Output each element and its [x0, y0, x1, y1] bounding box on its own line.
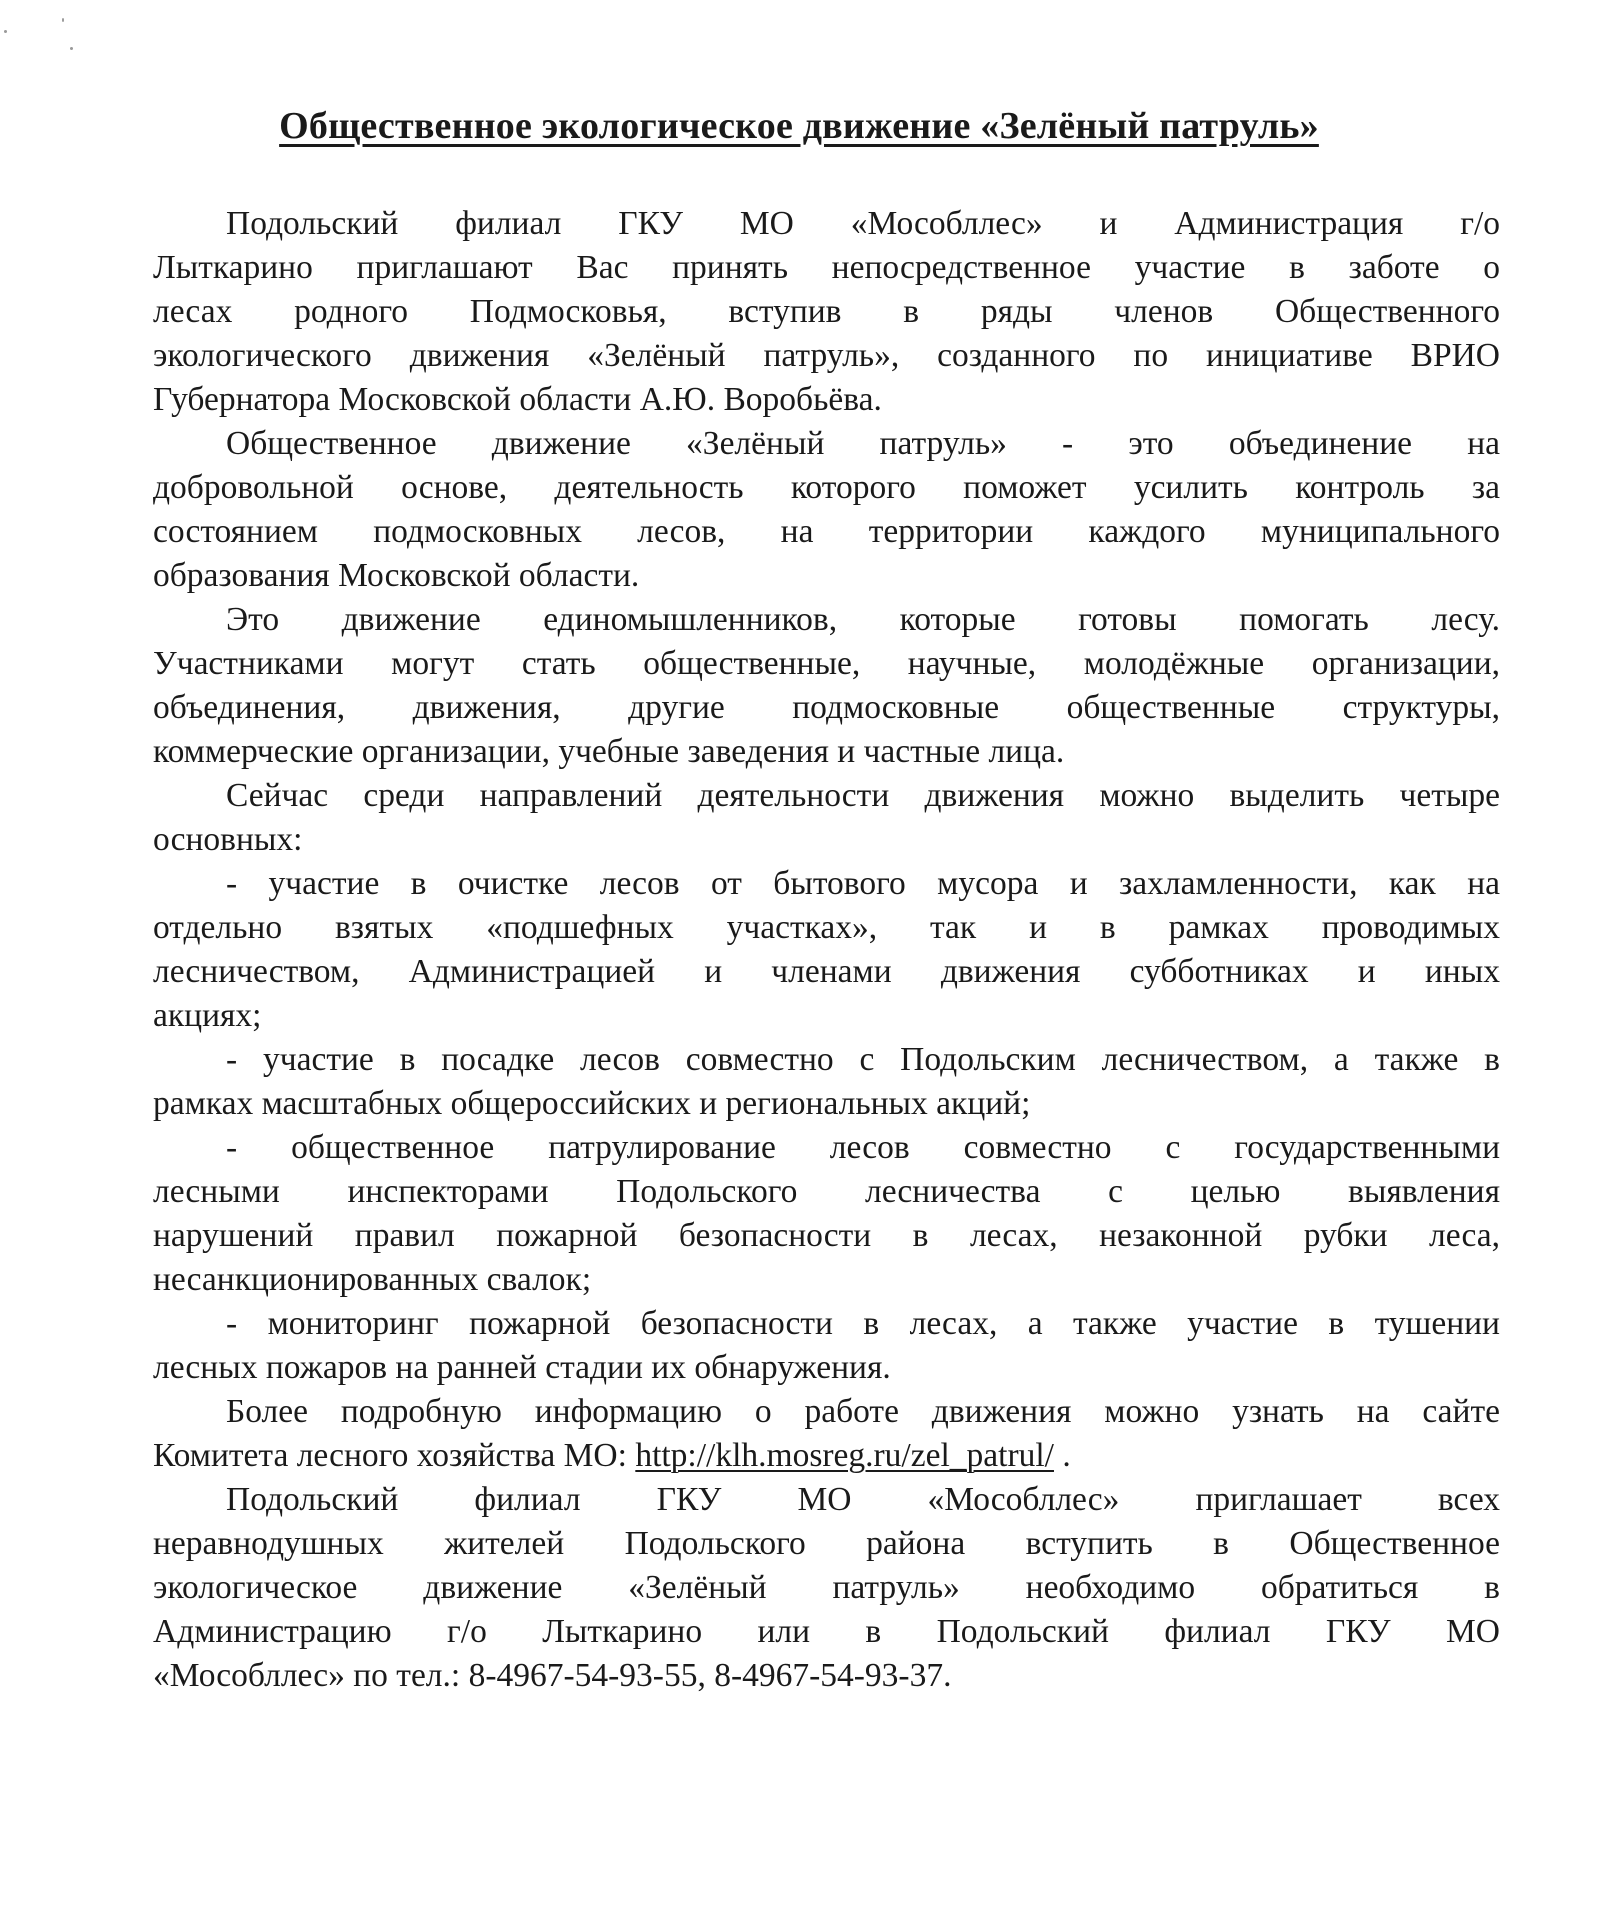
text-line: Губернатора Московской области А.Ю. Воробьёва. — [153, 381, 882, 418]
list-item — [153, 1038, 1500, 1126]
document-title-text: Общественное экологическое движение «Зелёный патруль» — [279, 105, 1319, 147]
paragraph — [153, 598, 1500, 774]
text-line: лесах родного Подмосковья, вступив в ряды членов Общественного — [153, 293, 1500, 330]
paragraph — [153, 1390, 1500, 1478]
text-line: - участие в посадке лесов совместно с Подольским лесничеством, а также в — [226, 1041, 1500, 1078]
text-line: Лыткарино приглашают Вас принять непосредственное участие в заботе о — [153, 249, 1500, 286]
text-line: - участие в очистке лесов от бытового мусора и захламленности, как на — [226, 865, 1500, 902]
text-line: объединения, движения, другие подмосковные общественные структуры, — [153, 689, 1500, 726]
text-line: Более подробную информацию о работе движения можно узнать на сайте — [226, 1393, 1500, 1430]
text-line: - мониторинг пожарной безопасности в лесах, а также участие в тушении — [226, 1305, 1500, 1342]
text-line: отдельно взятых «подшефных участках», так и в рамках проводимых — [153, 909, 1500, 946]
website-link[interactable]: http://klh.mosreg.ru/zel_patrul/ — [635, 1437, 1054, 1474]
link-suffix: . — [1053, 1437, 1071, 1474]
paragraph — [153, 422, 1500, 598]
text-line: рамках масштабных общероссийских и региональных акций; — [153, 1085, 1031, 1122]
text-line-with-link — [153, 1434, 1500, 1478]
text-line: Участниками могут стать общественные, научные, молодёжные организации, — [153, 645, 1500, 682]
text-line: акциях; — [153, 997, 262, 1034]
text-line: основных: — [153, 821, 303, 858]
text-line: Администрацию г/о Лыткарино или в Подольский филиал ГКУ МО — [153, 1613, 1500, 1650]
text-line: Подольский филиал ГКУ МО «Мособллес» и Администрация г/о — [226, 205, 1500, 242]
text-line: Это движение единомышленников, которые готовы помогать лесу. — [226, 601, 1500, 638]
paragraph — [153, 1478, 1500, 1698]
text-line: лесными инспекторами Подольского лесничества с целью выявления — [153, 1173, 1500, 1210]
link-prefix: Комитета лесного хозяйства МО: — [153, 1437, 636, 1474]
text-line: лесничеством, Администрацией и членами движения субботниках и иных — [153, 953, 1500, 990]
text-line: добровольной основе, деятельность которого поможет усилить контроль за — [153, 469, 1500, 506]
text-line: состоянием подмосковных лесов, на территории каждого муниципального — [153, 513, 1500, 550]
scan-speck — [4, 30, 7, 33]
text-line: коммерческие организации, учебные заведения и частные лица. — [153, 733, 1065, 770]
text-line: Сейчас среди направлений деятельности движения можно выделить четыре — [226, 777, 1500, 814]
paragraph — [153, 774, 1500, 862]
text-line: экологического движения «Зелёный патруль», созданного по инициативе ВРИО — [153, 337, 1500, 374]
scan-speck — [70, 47, 73, 50]
text-line: неравнодушных жителей Подольского района вступить в Общественное — [153, 1525, 1500, 1562]
text-line: нарушений правил пожарной безопасности в лесах, незаконной рубки леса, — [153, 1217, 1500, 1254]
text-line: Подольский филиал ГКУ МО «Мособллес» приглашает всех — [226, 1481, 1500, 1518]
text-line: несанкционированных свалок; — [153, 1261, 592, 1298]
text-line: - общественное патрулирование лесов совместно с государственными — [226, 1129, 1500, 1166]
document-title — [0, 104, 1598, 148]
text-line: образования Московской области. — [153, 557, 640, 594]
scan-speck — [62, 18, 64, 22]
paragraph — [153, 202, 1500, 422]
text-line: лесных пожаров на ранней стадии их обнаружения. — [153, 1349, 891, 1386]
list-item — [153, 862, 1500, 1038]
text-line: экологическое движение «Зелёный патруль» необходимо обратиться в — [153, 1569, 1500, 1606]
text-line: Общественное движение «Зелёный патруль» - это объединение на — [226, 425, 1500, 462]
list-item — [153, 1302, 1500, 1390]
text-line: «Мособллес» по тел.: 8-4967-54-93-55, 8-4967-54-93-37. — [153, 1657, 952, 1694]
list-item — [153, 1126, 1500, 1302]
document-body — [153, 202, 1500, 1698]
